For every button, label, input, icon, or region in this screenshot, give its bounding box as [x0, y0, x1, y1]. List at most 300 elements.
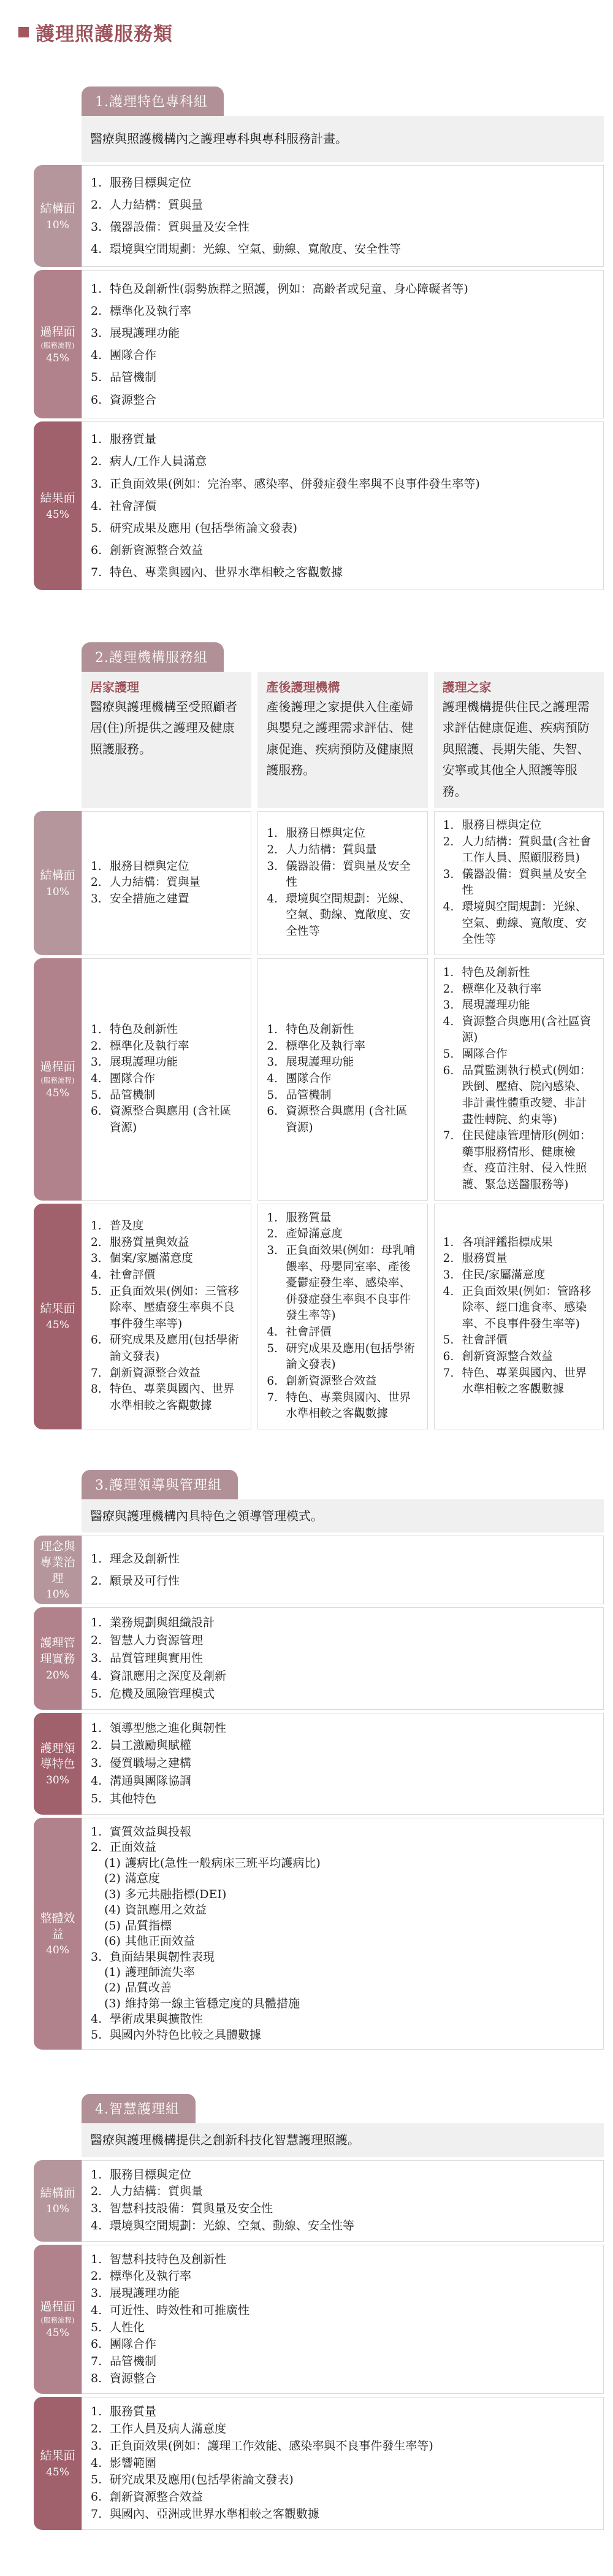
- criteria-row: [34, 1204, 604, 1429]
- criteria-item: [91, 1840, 595, 1855]
- item-text: 護理師流失率: [125, 1966, 196, 1979]
- item-text: 可近性、時效性和可推廣性: [110, 2303, 250, 2317]
- item-text: 資源整合與應用 (含社區資源): [110, 1105, 232, 1134]
- item-number: 1.: [91, 2405, 102, 2419]
- criteria-row: [34, 1713, 604, 1815]
- item-number: 3.: [91, 2286, 102, 2301]
- row-header: [34, 2397, 82, 2529]
- criteria-item: [91, 1055, 242, 1071]
- item-text: 展現護理功能: [110, 326, 180, 340]
- item-text: 智慧科技設備：質與量及安全性: [110, 2202, 273, 2216]
- row-percent: 20%: [46, 1669, 69, 1682]
- criteria-item: [443, 1235, 595, 1251]
- criteria-item: [91, 172, 595, 194]
- item-text: 研究成果及應用(包括學術論文發表): [110, 1334, 239, 1364]
- row-label: 過程面: [40, 2299, 75, 2313]
- criteria-item: [91, 859, 242, 875]
- item-number: 1.: [443, 1236, 454, 1249]
- item-text: 服務目標與定位: [286, 827, 365, 840]
- item-text: 標準化及執行率: [110, 304, 192, 318]
- item-text: 儀器設備：質與量及安全性: [462, 867, 587, 898]
- item-number: 4.: [443, 1285, 454, 1298]
- criteria-list: [91, 2251, 595, 2388]
- criteria-row: [34, 2245, 604, 2394]
- criteria-item: [267, 842, 418, 859]
- item-number: (6): [104, 1934, 121, 1948]
- description-text: 醫療與照護機構內之護理專科與專科服務計畫。: [90, 131, 348, 147]
- criteria-item: [443, 1332, 595, 1349]
- criteria-list: [91, 1614, 595, 1702]
- item-number: 7.: [91, 1366, 102, 1380]
- item-text: 其他特色: [110, 1792, 157, 1806]
- item-number: 6.: [267, 1105, 278, 1118]
- row-cells: [82, 165, 604, 267]
- criteria-cell: [82, 270, 604, 418]
- item-text: 人力結構：質與量: [286, 843, 377, 856]
- item-text: 住民健康管理情形(例如：藥事服務情形、健康檢查、疫苗注射、侵入性照護、緊急送醫服務等): [462, 1129, 592, 1192]
- item-number: 1.: [91, 1552, 102, 1566]
- section-tab: 1.護理特色專科組: [82, 87, 224, 116]
- item-number: 6.: [443, 1350, 454, 1364]
- item-number: 5.: [91, 1792, 102, 1806]
- criteria-item: [91, 428, 595, 450]
- criteria-row: [34, 811, 604, 955]
- description-text: 醫療與護理機構至受照顧者居(住)所提供之護理及健康照護服務。: [90, 699, 237, 756]
- criteria-cell: [82, 958, 251, 1201]
- sections-container: [0, 87, 613, 2530]
- item-number: 1.: [91, 176, 102, 190]
- column-title: 居家護理: [90, 680, 139, 695]
- item-text: 人性化: [110, 2320, 145, 2334]
- item-number: 2.: [267, 1039, 278, 1053]
- item-number: 2.: [267, 1228, 278, 1241]
- item-text: 個案/家屬滿意度: [110, 1252, 193, 1266]
- item-text: 與國內、亞洲或世界水準相較之客觀數據: [110, 2507, 320, 2521]
- item-number: 3.: [91, 220, 102, 234]
- item-text: 展現護理功能: [110, 1056, 178, 1069]
- item-number: 6.: [267, 1374, 278, 1388]
- criteria-row: [34, 1607, 604, 1709]
- item-number: 4.: [443, 901, 454, 914]
- item-text: 特色、專業與國內、世界水準相較之客觀數據: [286, 1391, 411, 1421]
- criteria-item: [91, 2336, 595, 2353]
- criteria-item: [267, 1022, 418, 1039]
- item-text: 社會評價: [110, 1268, 156, 1282]
- item-text: 產婦滿意度: [286, 1228, 343, 1241]
- row-percent: 45%: [46, 2327, 69, 2340]
- criteria-item: [91, 2353, 595, 2370]
- criteria-item: [91, 1950, 595, 1965]
- item-number: 4.: [267, 892, 278, 905]
- item-text: 品管機制: [110, 1088, 156, 1102]
- item-number: 1.: [267, 827, 278, 840]
- row-label: 過程面: [40, 325, 75, 339]
- criteria-cell: [82, 165, 604, 267]
- description-cell: [82, 2123, 604, 2156]
- criteria-item: [91, 1332, 242, 1365]
- criteria-cell: [82, 1713, 604, 1815]
- item-text: 智慧人力資源管理: [110, 1634, 204, 1648]
- description-text: 醫療與護理機構內具特色之領導管理模式。: [90, 1508, 323, 1523]
- item-text: 社會評價: [286, 1326, 332, 1339]
- item-text: 創新資源整合效益: [462, 1350, 553, 1364]
- item-number: 3.: [91, 1950, 102, 1964]
- row-label: 結構面: [40, 201, 75, 215]
- item-text: 展現護理功能: [110, 2286, 180, 2301]
- criteria-list: [91, 1218, 242, 1415]
- criteria-item: [91, 2167, 595, 2184]
- item-number: 7.: [443, 1129, 454, 1143]
- criteria-item: [91, 1022, 242, 1039]
- item-number: 4.: [267, 1072, 278, 1086]
- item-text: 學術成果與擴散性: [110, 2012, 204, 2026]
- criteria-item: [91, 2251, 595, 2269]
- criteria-list: [267, 826, 418, 940]
- item-text: 理念及創新性: [110, 1552, 180, 1566]
- item-text: 特色及創新性: [110, 1023, 178, 1037]
- item-text: 資源整合與應用(含社區資源): [462, 1015, 592, 1045]
- item-text: 普及度: [110, 1220, 144, 1233]
- criteria-list: [91, 2167, 595, 2235]
- item-text: 特色及創新性(弱勢族群之照護，例如：高齡者或兒童、身心障礙者等): [110, 282, 468, 296]
- item-number: 3.: [91, 892, 102, 905]
- item-number: 2.: [91, 876, 102, 890]
- row-percent: 10%: [46, 2203, 69, 2216]
- row-label: 結構面: [40, 2186, 75, 2200]
- item-number: 1.: [91, 433, 102, 447]
- item-text: 服務質量: [110, 2405, 157, 2419]
- item-number: 1.: [267, 1023, 278, 1037]
- item-number: 5.: [91, 1088, 102, 1102]
- criteria-cell: [82, 811, 251, 955]
- item-number: 5.: [91, 2473, 102, 2487]
- item-text: 團隊合作: [462, 1048, 508, 1061]
- criteria-item: [91, 278, 595, 300]
- item-number: (5): [104, 1918, 121, 1932]
- item-text: 團隊合作: [286, 1072, 332, 1086]
- criteria-item: [267, 1374, 418, 1390]
- criteria-item: [91, 194, 595, 216]
- description-text: 護理機構提供住民之護理需求評估健康促進、疾病預防與照護、長期失能、失智、安寧或其他全人照護等服務。: [442, 699, 590, 799]
- item-number: 2.: [267, 843, 278, 856]
- criteria-item: [91, 1965, 595, 1980]
- criteria-row: [34, 421, 604, 590]
- criteria-item: [91, 1887, 595, 1902]
- item-text: 業務規劃與組織設計: [110, 1616, 215, 1630]
- row-sublabel: (服務流程): [40, 1076, 75, 1085]
- criteria-item: [91, 366, 595, 388]
- criteria-item: [91, 1934, 595, 1949]
- row-percent: 45%: [46, 352, 69, 365]
- criteria-item: [267, 1210, 418, 1227]
- row-header: [34, 1204, 82, 1429]
- item-text: 資訊應用之效益: [125, 1903, 207, 1917]
- item-text: 標準化及執行率: [110, 2269, 192, 2283]
- criteria-item: [91, 1902, 595, 1918]
- item-number: 6.: [91, 393, 102, 407]
- criteria-cell: [82, 1536, 604, 1604]
- item-text: 特色、專業與國內、世界水準相較之客觀數據: [110, 1383, 235, 1412]
- criteria-item: [443, 965, 595, 982]
- item-text: 正負面效果(例如：管路移除率、經口進食率、感染率、不良事件發生率等): [462, 1285, 592, 1331]
- item-text: 正負面效果(例如：母乳哺餵率、母嬰同室率、產後憂鬱症發生率、感染率、併發症發生率與不良事件發生率等): [286, 1244, 416, 1323]
- row-label: 過程面: [40, 1059, 75, 1074]
- item-text: 服務質量: [286, 1211, 332, 1225]
- criteria-row: [34, 1536, 604, 1604]
- item-text: 團隊合作: [110, 348, 157, 363]
- item-text: 其他正面效益: [125, 1934, 196, 1948]
- row-header: [34, 1818, 82, 2050]
- criteria-item: [443, 1349, 595, 1366]
- row-percent: 45%: [46, 1087, 69, 1100]
- criteria-item: [91, 216, 595, 238]
- item-text: 環境與空間規劃：光線、空氣、動線、寬敞度、安全性等: [462, 901, 587, 947]
- item-text: 展現護理功能: [286, 1056, 354, 1069]
- item-text: 研究成果及應用(包括學術論文發表): [286, 1342, 416, 1372]
- criteria-list: [91, 428, 595, 583]
- row-label: 結果面: [40, 491, 75, 506]
- item-text: 儀器設備：質與量及安全性: [110, 220, 250, 234]
- criteria-item: [91, 2404, 595, 2421]
- item-number: (1): [104, 1966, 121, 1979]
- item-number: 3.: [91, 1651, 102, 1665]
- item-number: 6.: [443, 1064, 454, 1077]
- item-text: 環境與空間規劃：光線、空氣、動線、安全性等: [110, 2218, 355, 2232]
- item-number: 4.: [443, 1015, 454, 1028]
- criteria-item: [443, 818, 595, 834]
- item-number: 5.: [443, 1334, 454, 1347]
- item-number: 3.: [91, 1756, 102, 1771]
- criteria-item: [443, 1014, 595, 1047]
- criteria-item: [443, 982, 595, 998]
- item-number: 3.: [91, 2439, 102, 2453]
- description-text: 醫療與護理機構提供之創新科技化智慧護理照護。: [90, 2132, 360, 2148]
- criteria-list: [91, 278, 595, 411]
- item-text: 多元共融指標(DEI): [125, 1887, 227, 1901]
- row-percent: 30%: [46, 1774, 69, 1786]
- criteria-item: [91, 1071, 242, 1088]
- item-number: 3.: [91, 1056, 102, 1069]
- item-text: 品管機制: [110, 371, 157, 385]
- item-text: 人力結構：質與量: [110, 2185, 204, 2199]
- row-header: [34, 811, 82, 955]
- criteria-item: [267, 1226, 418, 1243]
- item-number: 1.: [91, 1616, 102, 1630]
- criteria-item: [91, 1382, 242, 1414]
- criteria-row: [34, 2160, 604, 2242]
- row-cells: [82, 2160, 604, 2242]
- item-text: 安全措施之建置: [110, 892, 189, 905]
- row-label: 護理管理實務: [40, 1636, 75, 1666]
- item-number: 7.: [91, 565, 102, 579]
- item-text: 維持第一線主管穩定度的具體措施: [125, 1996, 300, 2010]
- item-number: 8.: [91, 2371, 102, 2385]
- item-text: 品質監測執行模式(例如：跌倒、壓瘡、院內感染、非計畫性體重改變、非計畫性轉院、約束等): [462, 1064, 592, 1126]
- item-number: 7.: [443, 1366, 454, 1380]
- item-text: 住民/家屬滿意度: [462, 1268, 546, 1282]
- item-text: 標準化及執行率: [286, 1039, 365, 1053]
- row-percent: 45%: [46, 1319, 69, 1332]
- item-number: 5.: [443, 1048, 454, 1061]
- item-text: 創新資源整合效益: [110, 2490, 204, 2504]
- item-number: 4.: [91, 1669, 102, 1683]
- item-text: 優質職場之建構: [110, 1756, 192, 1771]
- item-text: 品管機制: [110, 2355, 157, 2368]
- section-tab: 4.智慧護理組: [82, 2094, 196, 2123]
- item-number: 2.: [91, 198, 102, 212]
- row-label: 護理領導特色: [40, 1741, 75, 1771]
- row-header: [34, 2245, 82, 2394]
- criteria-list: [443, 818, 595, 948]
- criteria-item: [91, 2012, 595, 2027]
- criteria-cell: [257, 1204, 427, 1429]
- criteria-item: [91, 517, 595, 539]
- item-number: (2): [104, 1981, 121, 1995]
- criteria-item: [91, 2455, 595, 2472]
- item-text: 環境與空間規劃：光線、空氣、動線、寬敞度、安全性等: [286, 892, 411, 939]
- item-number: 6.: [91, 1334, 102, 1347]
- item-text: 研究成果及應用 (包括學術論文發表): [110, 521, 297, 535]
- criteria-item: [91, 561, 595, 583]
- row-percent: 45%: [46, 509, 69, 521]
- criteria-row: [34, 165, 604, 267]
- section-description-row: [82, 1499, 604, 1532]
- section-tab: 3.護理領導與管理組: [82, 1470, 238, 1499]
- row-label: 結構面: [40, 869, 75, 883]
- criteria-item: [267, 1341, 418, 1374]
- criteria-item: [91, 1039, 242, 1055]
- item-number: 4.: [91, 1774, 102, 1788]
- item-number: 6.: [91, 543, 102, 557]
- row-header: [34, 1607, 82, 1709]
- item-text: 正負面效果(例如：完治率、感染率、併發症發生率與不良事件發生率等): [110, 477, 480, 491]
- row-header: [34, 1713, 82, 1815]
- criteria-item: [267, 1071, 418, 1088]
- row-cells: [82, 1818, 604, 2050]
- criteria-cell: [82, 2397, 604, 2529]
- criteria-item: [443, 867, 595, 899]
- criteria-item: [91, 238, 595, 260]
- page-header: [18, 18, 613, 46]
- item-text: 人力結構：質與量(含社會工作人員、照顧服務員): [462, 835, 592, 865]
- item-text: 願景及可行性: [110, 1574, 180, 1588]
- item-number: 3.: [443, 1268, 454, 1282]
- item-text: 品質管理與實用性: [110, 1651, 204, 1665]
- criteria-item: [443, 1267, 595, 1284]
- criteria-item: [91, 495, 595, 517]
- criteria-list: [91, 2404, 595, 2523]
- criteria-item: [91, 2285, 595, 2302]
- item-number: 1.: [443, 818, 454, 832]
- row-percent: 10%: [46, 885, 69, 898]
- criteria-item: [91, 2028, 595, 2043]
- item-number: 3.: [443, 867, 454, 881]
- item-number: 3.: [267, 1056, 278, 1069]
- item-text: 實質效益與投報: [110, 1824, 192, 1839]
- criteria-item: [91, 1088, 242, 1104]
- criteria-item: [91, 539, 595, 561]
- item-number: 6.: [91, 2337, 102, 2351]
- criteria-item: [91, 1856, 595, 1871]
- item-number: 5.: [267, 1088, 278, 1102]
- criteria-item: [91, 1570, 595, 1592]
- row-label: 整體效益: [40, 1911, 75, 1941]
- item-number: 3.: [91, 326, 102, 340]
- criteria-item: [91, 1218, 242, 1235]
- description-text: 產後護理之家提供入住產婦與嬰兒之護理需求評估、健康促進、疾病預防及健康照護服務。: [266, 699, 414, 778]
- section-description-row: [82, 116, 604, 162]
- item-text: 滿意度: [125, 1872, 161, 1886]
- item-number: 2.: [91, 1236, 102, 1249]
- item-number: 1.: [91, 1023, 102, 1037]
- item-text: 資訊應用之深度及創新: [110, 1669, 227, 1683]
- row-cells: [82, 1204, 604, 1429]
- criteria-item: [267, 1325, 418, 1341]
- item-number: 3.: [267, 1244, 278, 1257]
- item-text: 危機及風險管理模式: [110, 1686, 215, 1701]
- description-cell: [82, 672, 251, 808]
- item-number: (1): [104, 1856, 121, 1870]
- row-cells: [82, 958, 604, 1201]
- criteria-item: [91, 2438, 595, 2455]
- criteria-item: [91, 1755, 595, 1772]
- criteria-list: [91, 1022, 242, 1136]
- page-title: 護理照護服務類: [36, 23, 173, 45]
- description-cell: [257, 672, 427, 808]
- criteria-item: [91, 1614, 595, 1632]
- criteria-list: [91, 1720, 595, 1808]
- row-header: [34, 421, 82, 590]
- criteria-item: [91, 1548, 595, 1570]
- criteria-cell: [82, 2245, 604, 2394]
- row-cells: [82, 1607, 604, 1709]
- item-text: 特色及創新性: [286, 1023, 354, 1037]
- criteria-item: [91, 1685, 595, 1703]
- item-number: 1.: [91, 282, 102, 296]
- row-label: 理念與專業治理: [40, 1540, 75, 1585]
- item-number: 7.: [91, 2355, 102, 2368]
- criteria-cell: [434, 958, 604, 1201]
- section-tab: 2.護理機構服務組: [82, 642, 224, 672]
- section-description-row: [82, 672, 604, 808]
- item-number: 4.: [91, 2012, 102, 2026]
- item-text: 服務質量與效益: [110, 1236, 189, 1249]
- item-number: 1.: [91, 859, 102, 873]
- criteria-item: [267, 1088, 418, 1104]
- item-number: 5.: [91, 371, 102, 385]
- item-number: 7.: [91, 2507, 102, 2521]
- criteria-item: [267, 891, 418, 940]
- criteria-item: [267, 1243, 418, 1325]
- item-text: 資源整合: [110, 2371, 157, 2385]
- criteria-item: [443, 1251, 595, 1267]
- item-text: 特色、專業與國內、世界水準相較之客觀數據: [462, 1366, 587, 1396]
- criteria-item: [443, 998, 595, 1014]
- criteria-item: [443, 899, 595, 948]
- criteria-list: [91, 859, 242, 908]
- criteria-item: [91, 1996, 595, 2012]
- criteria-item: [91, 1235, 242, 1251]
- criteria-cell: [82, 1607, 604, 1709]
- criteria-item: [91, 875, 242, 891]
- criteria-item: [91, 1871, 595, 1886]
- row-cells: [82, 811, 604, 955]
- item-number: 4.: [91, 2218, 102, 2232]
- item-number: 6.: [91, 2490, 102, 2504]
- criteria-item: [91, 389, 595, 411]
- item-text: 各項評鑑指標成果: [462, 1236, 553, 1249]
- item-number: 4.: [91, 499, 102, 513]
